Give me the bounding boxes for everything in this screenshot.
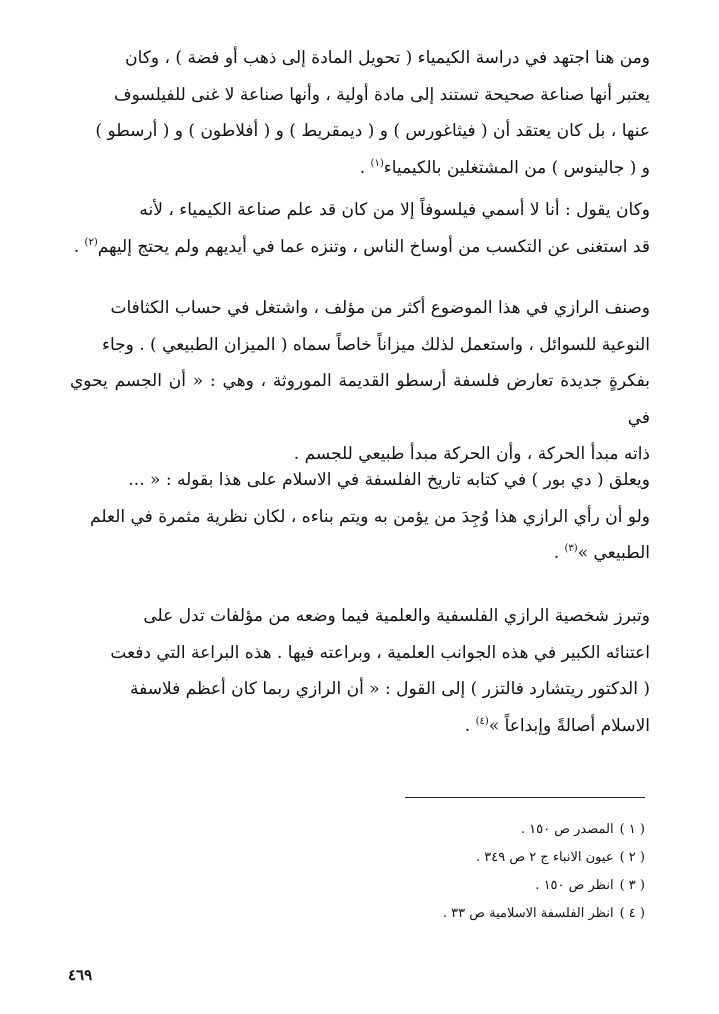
text-line-content: قد استغنى عن التكسب من أوساخ الناس ، وتنزه عما في أيديهم ولم يحتج إليهم [97,236,650,257]
text-line: يعتبر أنها صناعة صحيحة تستند إلى مادة أولية ، وأنها صناعة لا غنى للفيلسوف [114,84,650,105]
text-line: ولو أن رأي الرازي هذا وُجِدَ من يؤمن به ويتم بناءه ، لكان نظرية مثمرة في العلم [90,506,650,527]
text-line: وصنف الرازي في هذا الموضوع أكثر من مؤلف ، واشتغل في حساب الكثافات [110,298,650,318]
text-line: ذاته مبدأ الحركة ، وأن الحركة مبدأ طبيعي للجسم . [293,444,650,464]
footnote-text: انظر ص ١٥٠ . [535,878,614,893]
text-line [70,535,650,572]
footnote-text: المصدر ص ١٥٠ . [520,822,614,837]
text-line: ويعلق ( دي بور ) في كتابه تاريخ الفلسفة في الاسلام على هذا بقوله : « ... [128,470,650,490]
paragraph-de-boer [70,462,650,572]
footnote-item [300,872,645,900]
text-line-content: و ( جالينوس ) من المشتغلين بالكيمياء [383,157,650,178]
text-line-content: الاسلام أصالةً وإبداعاً » [488,715,650,736]
footnote-ref: (١) [370,157,384,169]
footnote-number: ( ٣ ) [619,878,645,893]
line-end: . [553,543,565,563]
footnote-item [300,900,645,928]
text-line: عنها ، بل كان يعتقد أن ( فيثاغورس ) و ( ديمقريط ) و ( أفلاطون ) و ( أرسطو ) [95,121,650,141]
footnote-number: ( ٤ ) [619,906,645,921]
footnote-number: ( ١ ) [619,822,645,837]
footnote-item [300,816,645,844]
line-end: . [359,157,371,178]
paragraph-philosopher-quote [70,192,650,265]
page-number: ٤٦٩ [68,966,93,984]
text-line: ( الدكتور ريتشارد فالتزر ) إلى القول : « أن الرازي ربما كان أعظم فلاسفة [130,679,650,699]
footnote-number: ( ٢ ) [619,850,645,865]
footnote-item [300,844,645,872]
footnote-divider [405,797,645,798]
footnote-ref: (٤) [475,715,489,727]
footnote-text: عيون الانباء ج ٢ ص ٣٤٩ . [476,850,614,865]
text-line: النوعية للسوائل ، واستعمل لذلك ميزاناً خاصاً سماه ( الميزان الطبيعي ) . وجاء [101,334,650,355]
paragraph-alchemy [70,40,650,186]
footnote-ref: (٢) [84,236,98,248]
text-line: بفكرةٍ جديدة تعارض فلسفة أرسطو القديمة الموروثة ، وهي : « أن الجسم يحوي في [70,371,650,428]
text-line-content: الطبيعي » [577,543,650,563]
text-line [70,229,650,266]
paragraph-natural-balance [70,290,650,473]
text-line: اعتنائه الكبير في هذه الجوانب العلمية ، وبراعته فيها . هذه البراعة التي دفعت [110,642,650,663]
text-line [70,150,650,187]
text-line [70,708,650,745]
line-end: . [464,715,476,736]
paragraph-walzer [70,598,650,744]
footnote-ref: (٣) [564,543,578,554]
footnotes-list [300,816,645,928]
text-line: وكان يقول : أنا لا أسمي فيلسوفاً إلا من كان قد علم صناعة الكيمياء ، لأنه [139,200,650,220]
footnote-text: انظر الفلسفة الاسلامية ص ٣٣ . [442,906,614,921]
line-end: . [73,236,85,257]
text-line: وتبرز شخصية الرازي الفلسفية والعلمية فيما وضعه من مؤلفات تدل على [143,606,650,626]
text-line: ومن هنا اجتهد في دراسة الكيمياء ( تحويل المادة إلى ذهب أو فضة ) ، وكان [125,48,650,68]
